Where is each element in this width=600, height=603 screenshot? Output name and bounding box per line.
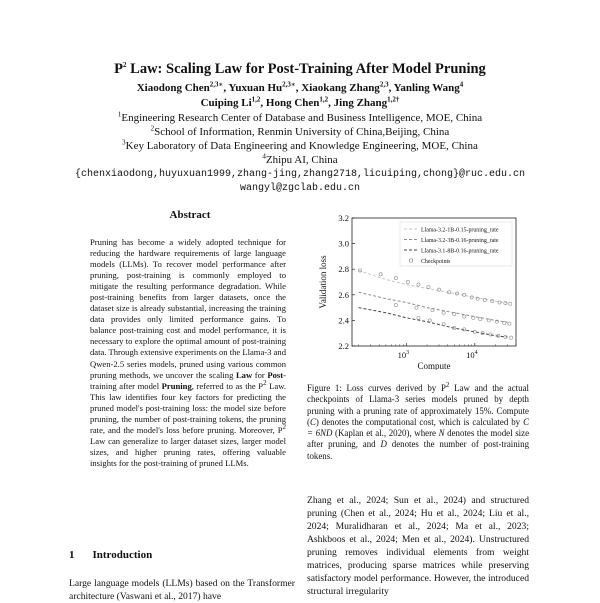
y-tick-label: 2.4 <box>338 315 349 326</box>
checkpoint-marker <box>415 306 418 309</box>
author-name: Cuiping Li <box>200 97 252 109</box>
checkpoint-marker <box>487 319 490 322</box>
series-line-2 <box>359 308 508 337</box>
pruning-word: Pruning <box>161 380 192 391</box>
author-name: Xiaokang Zhang <box>301 82 380 94</box>
checkpoint-marker <box>442 311 445 314</box>
checkpoint-marker <box>406 280 409 283</box>
author-separator: , <box>223 82 229 94</box>
author-name: Xiaodong Chen <box>136 82 210 94</box>
email-line-1[interactable]: {chenxiaodong,huyuxuan1999,zhang-jing,zhang2718,licuiping,chong}@ruc.edu.cn <box>74 169 526 180</box>
x-axis-label: Compute <box>417 361 451 370</box>
checkpoint-marker <box>394 277 397 280</box>
checkpoint-marker <box>479 318 482 321</box>
introduction-text: Large language models (LLMs) based on the Transformer architecture (Vaswani et al., 2017) have <box>69 578 295 602</box>
checkpoint-marker <box>508 322 511 325</box>
email-line-2[interactable]: wangyl@zgclab.edu.cn <box>239 183 361 194</box>
author-separator: , <box>328 97 334 109</box>
post-word: Post <box>267 369 284 380</box>
checkpoint-marker <box>428 319 431 322</box>
affiliation-4: $^4$Zhipu AI, China <box>262 152 338 166</box>
checkpoint-marker <box>379 273 382 276</box>
author-affiliation-marker: 4 <box>459 80 464 89</box>
x-tick-label: $10^4$ <box>466 350 478 360</box>
loss-curve-chart <box>316 212 526 370</box>
author-name: Yuxuan Hu <box>228 82 283 94</box>
y-tick-label: 2.8 <box>338 264 349 275</box>
legend-entry-label: Checkpoints <box>421 258 451 265</box>
abstract-heading: Abstract <box>169 209 211 221</box>
author-name: Hong Chen <box>265 97 320 109</box>
checkpoint-marker <box>503 321 506 324</box>
y-tick-label: 3.0 <box>338 238 349 249</box>
y-tick-label: 2.6 <box>338 289 349 300</box>
author-separator: , <box>260 97 266 109</box>
author-affiliation-marker: 2,3∗ <box>282 80 296 89</box>
y-axis-label: Validation loss <box>318 255 328 309</box>
checkpoint-marker <box>417 316 420 319</box>
law-word: Law <box>235 369 253 380</box>
legend-entry-label: Llama-3.2-1B-0.15-pruning_rate <box>421 227 499 234</box>
x-tick-label: $10^3$ <box>397 350 410 360</box>
checkpoint-marker <box>394 303 397 306</box>
right-column-text: Zhang et al., 2024; Sun et al., 2024) and structured pruning (Chen et al., 2024; Hu et al., 2024; Liu et al., 2024; Muralidharan et al., 2024; Ma et al., 2023; Ashkboos et al., 2024; Men et al., 2024). Unstructured pruning removes individual elements from weight matrices, producing sparse matrices while preserving satisfactory model performance. However, the introduced structural irregularity <box>307 495 529 597</box>
legend-entry-label: Llama-3.2-3B-0.16-pruning_rate <box>421 237 499 244</box>
checkpoint-marker <box>510 336 513 339</box>
figure-1-chart <box>316 212 526 370</box>
author-affiliation-marker: 1,2 <box>251 95 261 104</box>
author-name: Yanling Wang <box>393 82 460 94</box>
author-affiliation-marker: 1,2† <box>387 95 400 104</box>
figure-1-caption: Figure 1: Loss curves derived by $P^2$ Law and the actual checkpoints of Llama-3 series models pruned by depth pruning with a pruning rate of approximately 15%. Compute (C) denotes the computational cost, which is calculated by C = 6ND (Kaplan et al., 2020), where N denotes the model size after pruning, and D denotes the number of post-training tokens. <box>307 381 530 461</box>
author-list-line-1 <box>0 82 600 94</box>
affiliation-2: $^2$School of Information, Renmin University of China,Beijing, China <box>150 124 450 138</box>
checkpoint-marker <box>509 302 512 305</box>
author-separator: , <box>295 82 302 94</box>
affiliation-1: $^1$Engineering Research Center of Database and Business Intelligence, MOE, China <box>117 110 483 124</box>
abstract-text: Pruning has become a widely adopted technique for reducing the hardware requirements of large language models (LLMs). To recover model performance after pruning, post-training is commonly employed to mitigate the resulting performance degradation. While post-training benefits from larger datasets, once the dataset size is already substantial, increasing the training data provides only limited performance gains. To balance post-training cost and model performance, it is necessary to explore the optimal amount of post-training data. Through extensive experiments on the Llama-3 and Qwen-2.5 series models, pruned using various common pruning methods, we uncover the scaling Law for Post-training after model Pruning, referred to as the $P^2$ Law. This law identifies four key factors for predicting the pruned model's post-training loss: the model size before pruning, the number of post-training tokens, the pruning rate, and the model's loss before pruning. Moreover, $P^2$ Law can generalize to larger dataset sizes, larger model sizes, and higher pruning rates, offering valuable insights for the post-training of pruned LLMs. <box>90 237 287 468</box>
series-line-1 <box>359 292 508 322</box>
author-separator: , <box>388 82 394 94</box>
paper-title: $P^2$ Law: Scaling Law for Post-Training After Model Pruning <box>114 61 486 77</box>
checkpoint-marker <box>491 300 494 303</box>
checkpoint-marker <box>437 288 440 291</box>
y-tick-label: 3.2 <box>338 213 349 223</box>
author-name: Jing Zhang <box>333 97 388 109</box>
legend-entry-label: Llama-3.1-8B-0.16-pruning_rate <box>421 248 499 255</box>
affiliation-3: $^3$Key Laboratory of Data Engineering and Knowledge Engineering, MOE, China <box>122 138 478 152</box>
y-tick-label: 2.2 <box>338 341 349 351</box>
author-affiliation-marker: 2,3 <box>379 80 389 89</box>
checkpoint-marker <box>417 283 420 286</box>
author-list-line-2 <box>0 97 600 109</box>
checkpoint-marker <box>489 333 492 336</box>
author-affiliation-marker: 2,3∗ <box>209 80 224 89</box>
checkpoint-marker <box>463 315 466 318</box>
section-heading-introduction: 1 Introduction <box>69 549 153 561</box>
author-affiliation-marker: 1,2 <box>319 95 329 104</box>
